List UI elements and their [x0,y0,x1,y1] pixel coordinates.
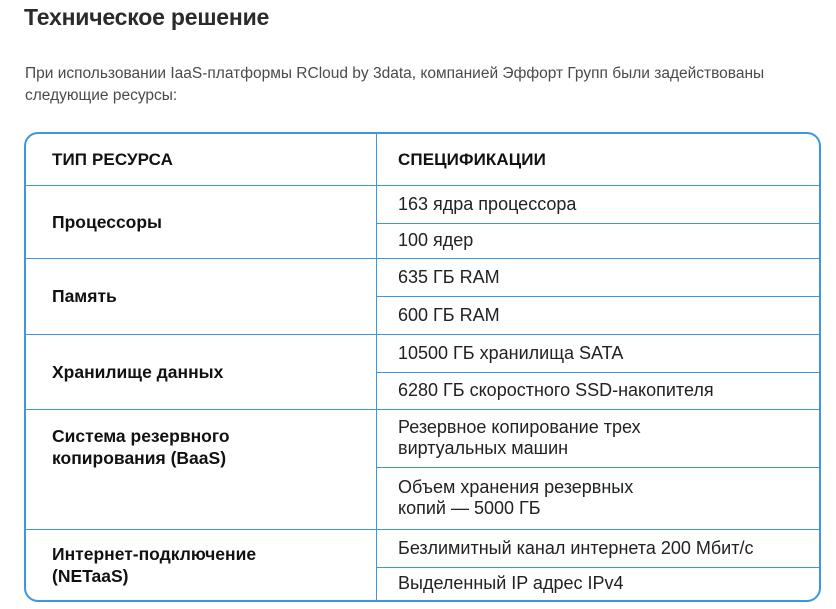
spec-value: 6280 ГБ скоростного SSD-накопителя [398,380,714,400]
spec-value: 163 ядра процессора [398,193,577,214]
header-cell-specifications [377,134,819,185]
resource-table [24,132,821,602]
spec-value: Выделенный IP адрес IPv4 [398,573,624,593]
table-row-spec [377,409,819,467]
resource-name: Процессоры [52,211,163,232]
header-specifications: СПЕЦИФИКАЦИИ [398,149,546,169]
table-row-spec [377,185,819,223]
header-cell-resource-type [26,134,376,185]
table-row-resource [26,334,376,409]
table-row-spec [377,296,819,334]
table-row-spec [377,372,819,409]
spec-value: 100 ядер [398,230,474,250]
resource-name: Интернет-подключение (NETaaS) [52,543,257,586]
resource-name: Система резервного копирования (BaaS) [52,426,230,468]
table-row-spec [377,258,819,296]
table-row-spec [377,223,819,258]
table-row-spec [377,529,819,567]
table-row-spec [377,467,819,529]
spec-value: Безлимитный канал интернета 200 Мбит/с [398,537,754,558]
spec-value: 600 ГБ RAM [398,304,500,325]
table-row-resource [26,409,376,529]
table-row-spec [377,334,819,372]
table-row-resource [26,258,376,334]
spec-value: Объем хранения резервных копий — 5000 ГБ [398,477,634,518]
table-row-spec [377,567,819,600]
table-row-resource [26,529,376,600]
spec-value: Резервное копирование трех виртуальных машин [398,417,641,458]
header-resource-type: ТИП РЕСУРСА [52,149,173,169]
resource-name: Память [52,286,117,306]
table-row-resource [26,185,376,258]
spec-value: 635 ГБ RAM [398,266,500,287]
spec-value: 10500 ГБ хранилища SATA [398,342,624,363]
resource-name: Хранилище данных [52,361,224,382]
page-title: Техническое решение [24,4,270,30]
intro-paragraph: При использовании IaaS-платформы RCloud by 3data, компанией Эффорт Групп были задействованы следующие ресурсы: [25,65,765,104]
